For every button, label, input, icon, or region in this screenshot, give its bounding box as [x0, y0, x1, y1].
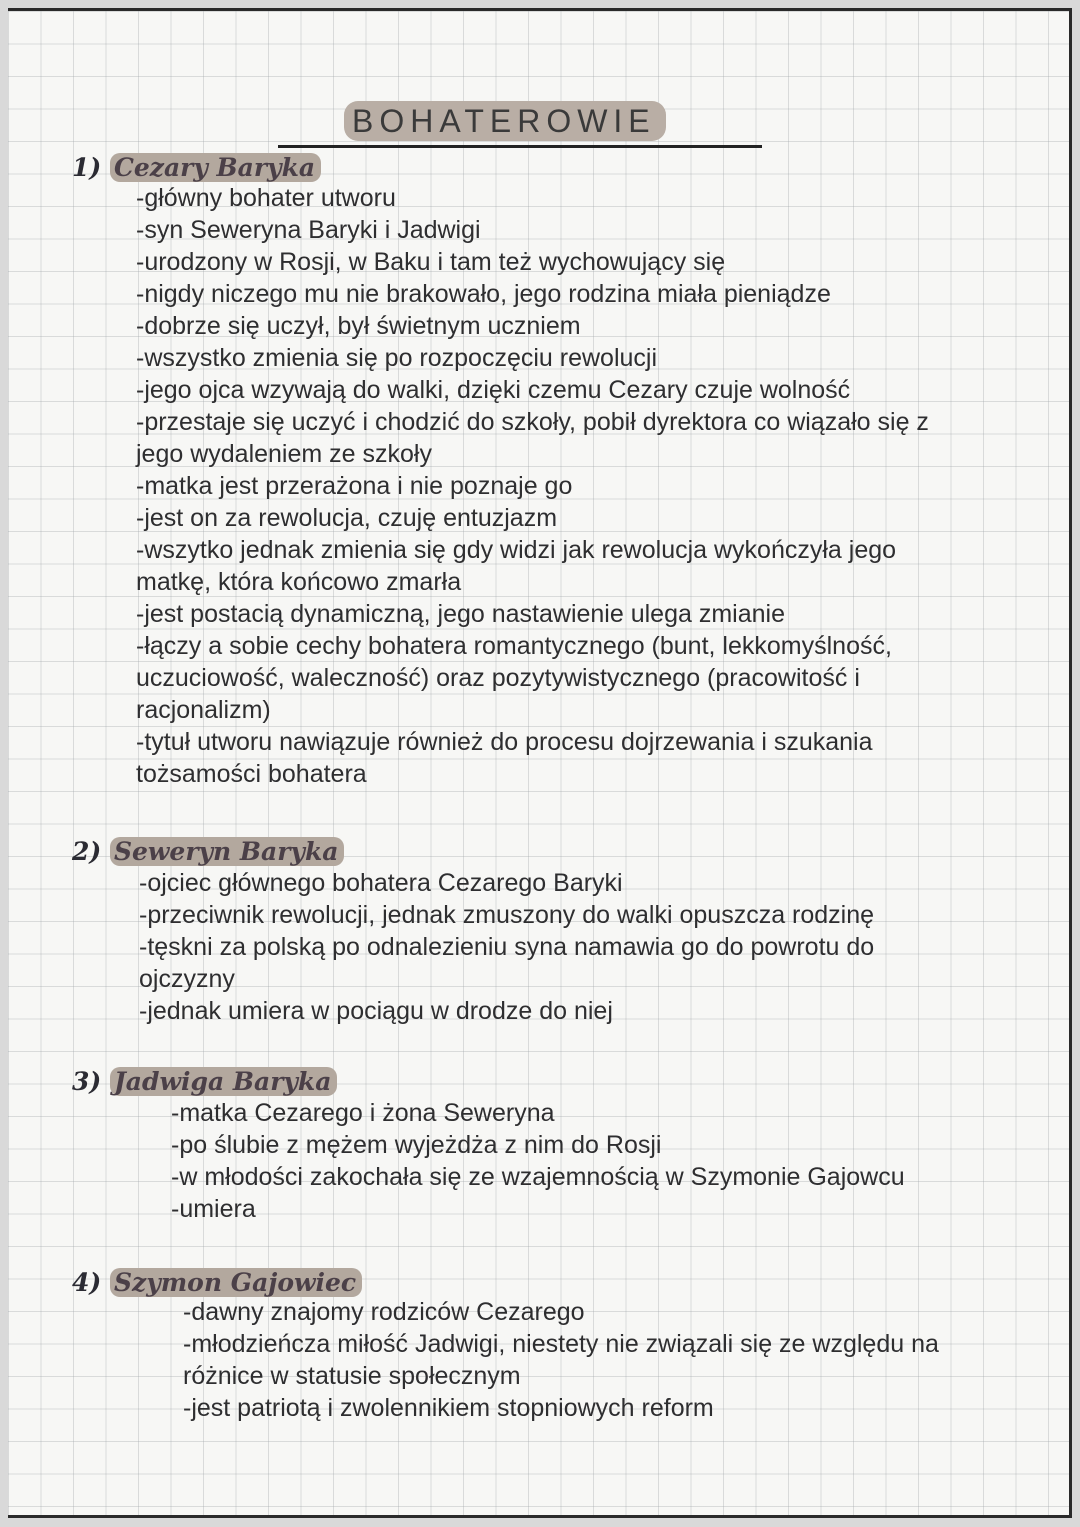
section-list	[139, 867, 874, 1027]
list-item: ojczyzny	[139, 965, 235, 993]
list-item: -ojciec głównego bohatera Cezarego Baryki	[139, 869, 623, 897]
list-item: -nigdy niczego mu nie brakowało, jego rodzina miała pieniądze	[136, 280, 831, 308]
section-list	[136, 182, 929, 790]
list-item: -wszystko zmienia się po rozpoczęciu rewolucji	[136, 344, 658, 372]
list-item: jego wydaleniem ze szkoły	[136, 440, 432, 468]
page-title: BOHATEROWIE	[344, 101, 666, 141]
section-heading	[72, 1268, 362, 1297]
list-item: -główny bohater utworu	[136, 184, 396, 212]
list-item: -jest patriotą i zwolennikiem stopniowych reform	[183, 1394, 714, 1422]
list-item: różnice w statusie społecznym	[183, 1362, 521, 1390]
section-heading	[72, 153, 321, 182]
list-item: -syn Seweryna Baryki i Jadwigi	[136, 216, 481, 244]
list-item: -dawny znajomy rodziców Cezarego	[183, 1298, 585, 1326]
list-item: uczuciowość, waleczność) oraz pozytywistycznego (pracowitość i	[136, 664, 860, 692]
list-item: -przeciwnik rewolucji, jednak zmuszony do walki opuszcza rodzinę	[139, 901, 875, 929]
list-item: racjonalizm)	[136, 696, 271, 724]
list-item: -wszytko jednak zmienia się gdy widzi jak rewolucja wykończyła jego	[136, 536, 897, 564]
section-heading	[72, 1067, 337, 1096]
list-item: -po ślubie z mężem wyjeżdża z nim do Rosji	[171, 1131, 662, 1159]
list-item: -tęskni za polską po odnalezieniu syna namawia go do powrotu do	[139, 933, 875, 961]
section-list	[171, 1097, 905, 1225]
list-item: -łączy a sobie cechy bohatera romantycznego (bunt, lekkomyślność,	[136, 632, 892, 660]
list-item: matkę, która końcowo zmarła	[136, 568, 462, 596]
list-item: -matka Cezarego i żona Seweryna	[171, 1099, 555, 1127]
section-list	[183, 1296, 939, 1424]
list-item: tożsamości bohatera	[136, 760, 367, 788]
list-item: -jednak umiera w pociągu w drodze do niej	[139, 997, 613, 1025]
section-number: 3)	[72, 1067, 102, 1096]
list-item: -młodzieńcza miłość Jadwigi, niestety nie związali się ze względu na	[183, 1330, 939, 1358]
section-number: 1)	[72, 153, 102, 182]
list-item: -tytuł utworu nawiązuje również do procesu dojrzewania i szukania	[136, 728, 873, 756]
section-number: 2)	[72, 837, 102, 866]
section-name: Szymon Gajowiec	[110, 1268, 362, 1297]
list-item: -przestaje się uczyć i chodzić do szkoły, pobił dyrektora co wiązało się z	[136, 408, 929, 436]
list-item: -jest postacią dynamiczną, jego nastawienie ulega zmianie	[136, 600, 785, 628]
section-name: Seweryn Baryka	[110, 837, 345, 866]
list-item: -urodzony w Rosji, w Baku i tam też wychowujący się	[136, 248, 726, 276]
list-item: -jest on za rewolucja, czuję entuzjazm	[136, 504, 558, 532]
list-item: -w młodości zakochała się ze wzajemnością w Szymonie Gajowcu	[171, 1163, 905, 1191]
title-underline	[278, 99, 762, 148]
section-name: Cezary Baryka	[110, 153, 321, 182]
section-number: 4)	[72, 1268, 102, 1297]
notebook-page	[8, 8, 1072, 1518]
list-item: -jego ojca wzywają do walki, dzięki czemu Cezary czuje wolność	[136, 376, 851, 404]
section-name: Jadwiga Baryka	[110, 1067, 337, 1096]
list-item: -matka jest przerażona i nie poznaje go	[136, 472, 573, 500]
list-item: -dobrze się uczył, był świetnym uczniem	[136, 312, 581, 340]
section-heading	[72, 837, 344, 866]
list-item: -umiera	[171, 1195, 256, 1223]
